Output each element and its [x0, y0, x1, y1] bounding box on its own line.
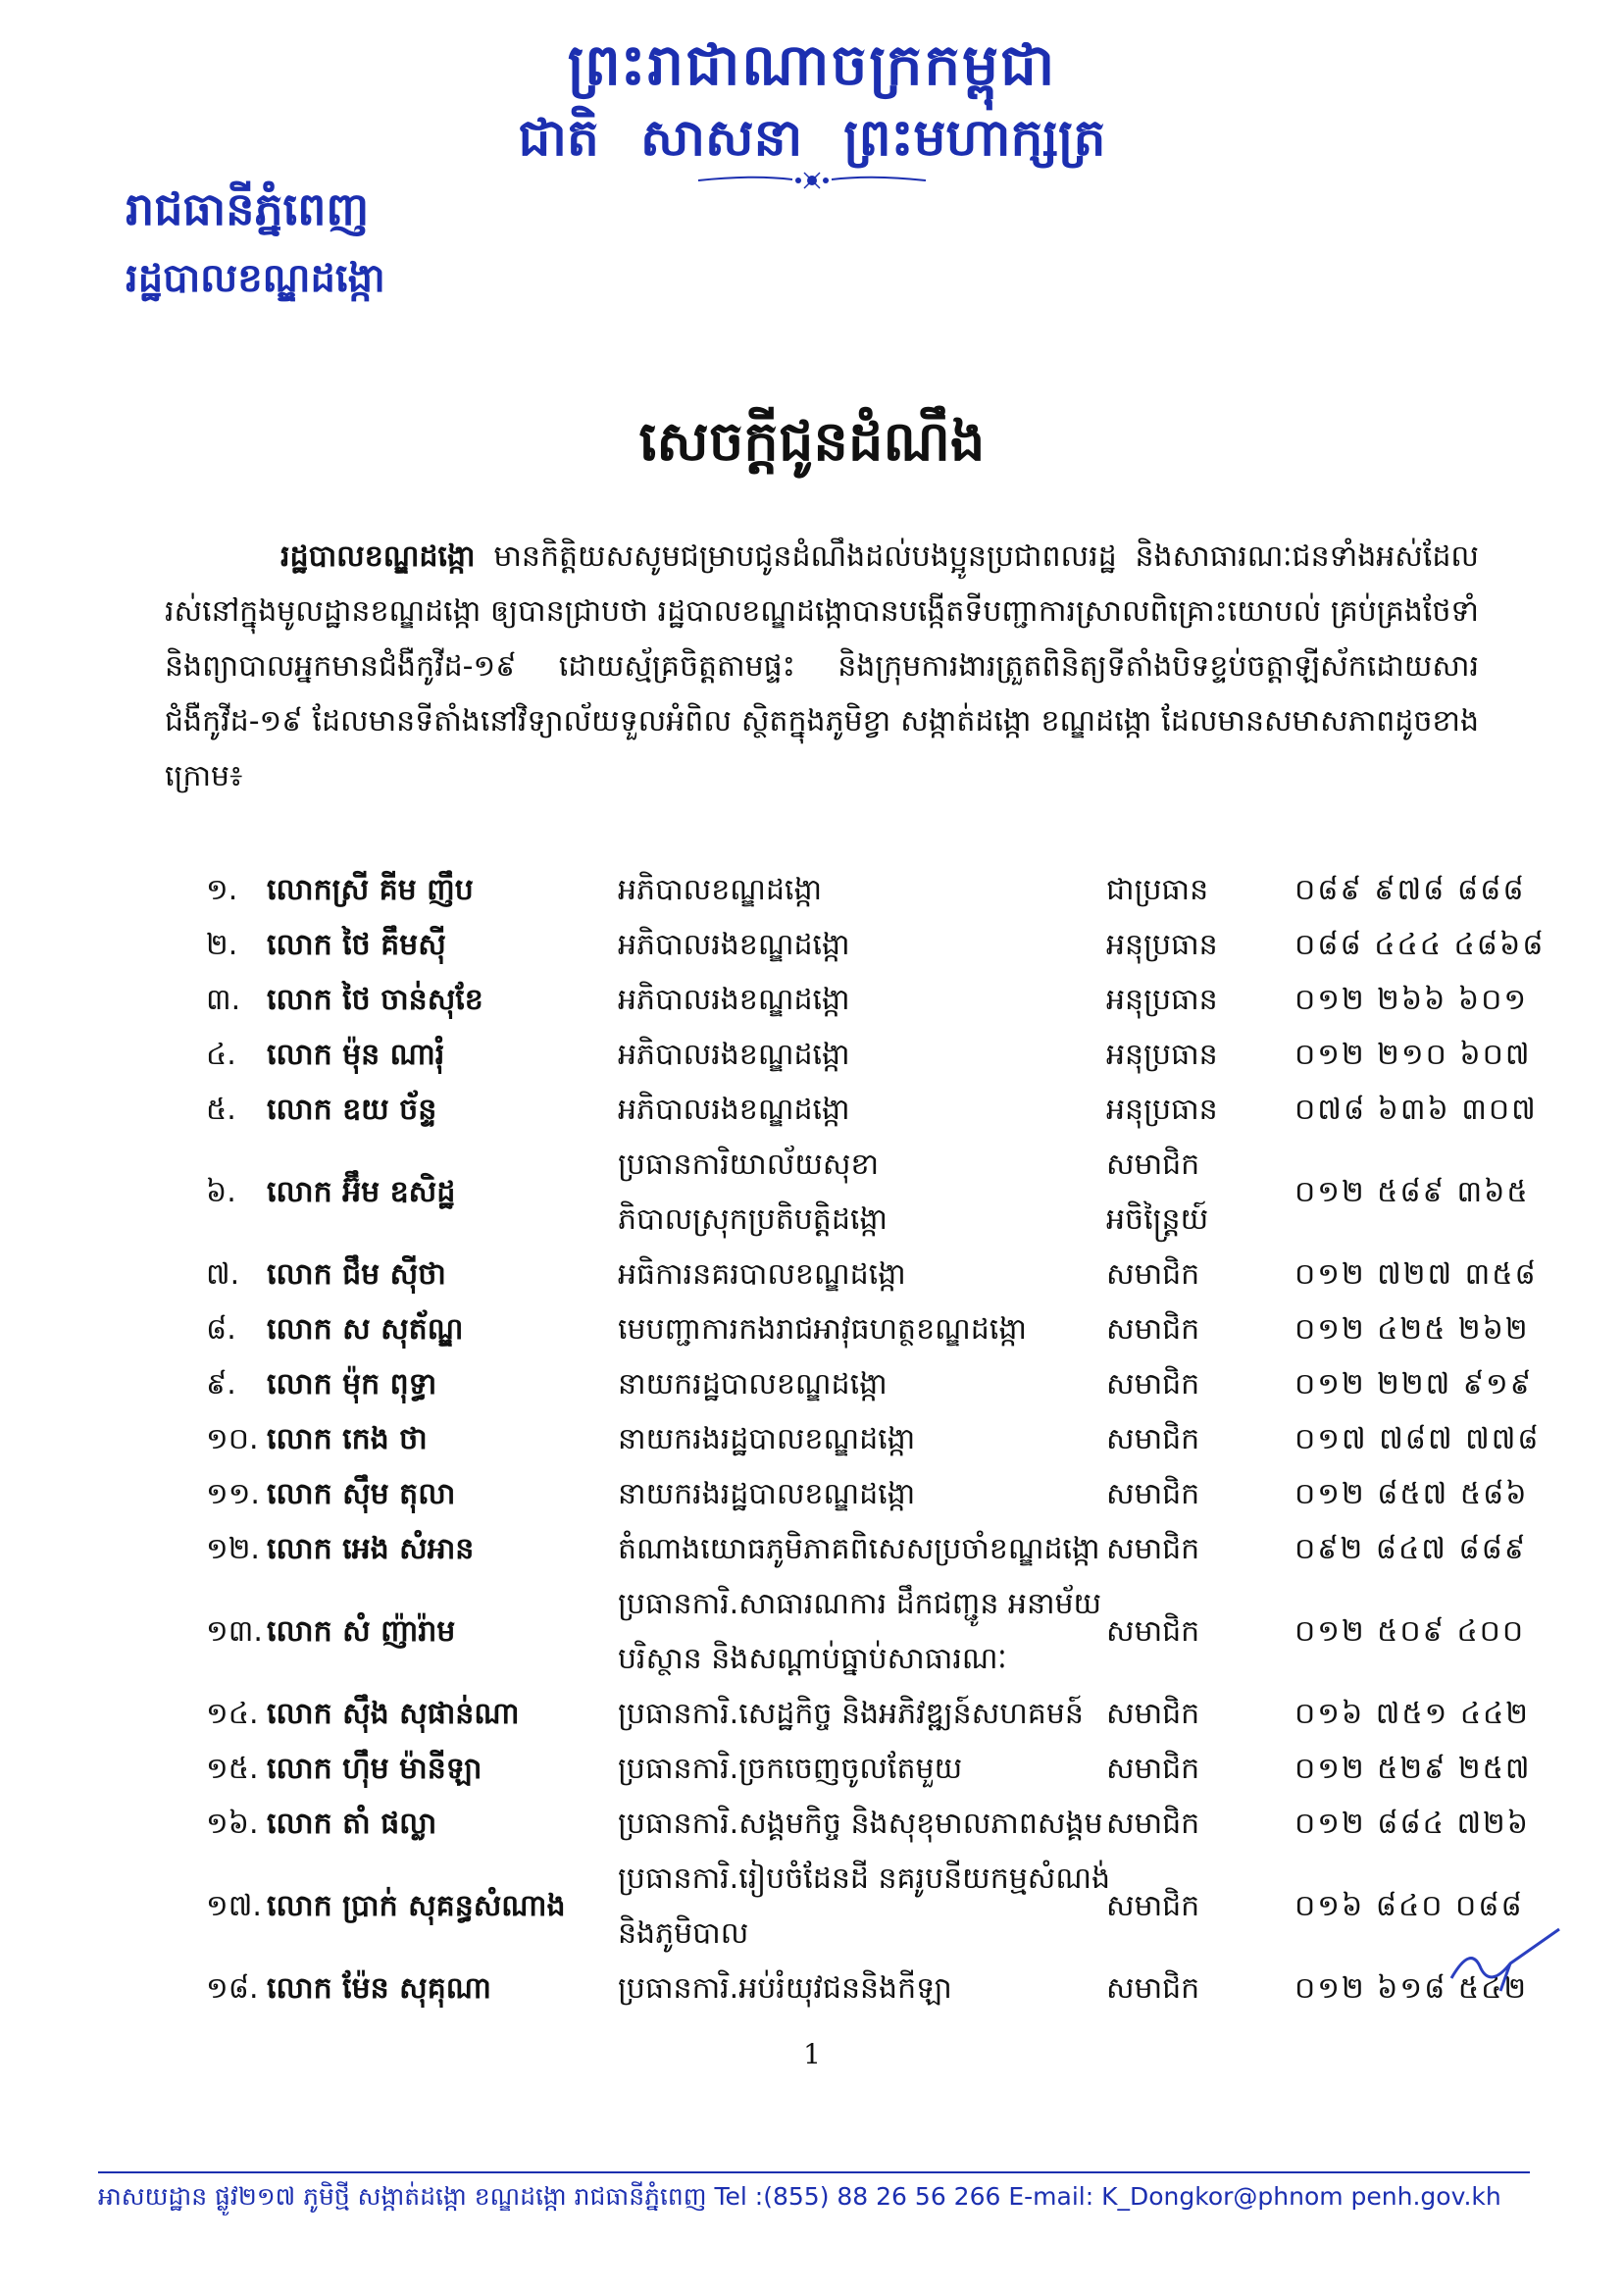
- member-number: ៥.: [206, 1093, 236, 1127]
- member-role-line: អនុប្រធាន: [1106, 983, 1218, 1017]
- member-position: [618, 1522, 1100, 1577]
- member-position-line: ភិបាលស្រុកប្រតិបត្តិដង្កោ: [618, 1202, 888, 1237]
- member-name: លោក កេង ថា: [267, 1422, 428, 1456]
- body-text: មានកិត្តិយសសូមជម្រាបជូនដំណឹងដល់បងប្អូនប្រជាពលរដ្ឋ និងសាធារណៈជនទាំងអស់ដែលរស់នៅក្នុងមូលដ្ឋានខណ្ឌដង្កោ ឲ្យបានជ្រាបថា រដ្ឋបាលខណ្ឌដង្កោបានបង្កើតទីបញ្ជាការស្រាលពិគ្រោះយោបល់ គ្រប់គ្រងថែទាំ និងព្យាបាលអ្នកមានជំងឺកូវីដ-១៩ ដោយស្ម័គ្រចិត្តតាមផ្ទះ និងក្រុមការងារត្រួតពិនិត្យទីតាំងបិទខ្ទប់ចត្តាឡីស័កដោយសារជំងឺកូវីដ-១៩ ដែលមានទីតាំងនៅវិទ្យាល័យទួលអំពិល ស្ថិតក្នុងភូមិខ្វា សង្កាត់ដង្កោ ខណ្ឌដង្កោ ដែលមានសមាសភាពដូចខាងក្រោម៖: [165, 539, 1479, 793]
- member-role: [1106, 1522, 1199, 1577]
- member-role: [1106, 1248, 1199, 1302]
- member-number: ១៥.: [206, 1752, 259, 1786]
- kingdom-title: ព្រះរាជាណាចក្រកម្ពុជា: [567, 31, 1057, 98]
- member-position-line: អធិការនគរបាលខណ្ឌដង្កោ: [618, 1257, 906, 1292]
- member-position-line: និងភូមិបាល: [618, 1916, 749, 1951]
- member-position-line: អភិបាលរងខណ្ឌដង្កោ: [618, 928, 850, 962]
- member-role-line: អចិន្ត្រៃយ៍: [1106, 1202, 1209, 1237]
- member-name: លោក ប្រាក់ សុគន្ធសំណាង: [267, 1889, 566, 1923]
- member-role-line: អនុប្រធាន: [1106, 1093, 1218, 1127]
- member-role-line: សមាជិក: [1106, 1889, 1200, 1923]
- member-role-line: សមាជិក: [1106, 1367, 1200, 1402]
- member-row: [206, 1852, 1524, 1962]
- member-position: [618, 863, 822, 918]
- member-name: លោក តាំ ផល្លា: [267, 1807, 437, 1841]
- member-role-line: អនុប្រធាន: [1106, 928, 1218, 962]
- member-name: លោកស្រី គីម ញឹប: [267, 873, 474, 907]
- member-row: [206, 973, 1529, 1028]
- member-role-line: សមាជិក: [1106, 1422, 1200, 1456]
- member-name: លោក អេង សំអាន: [267, 1532, 475, 1566]
- member-phone: ០៨៩ ៩៧៨ ៨៨៨: [1294, 873, 1526, 907]
- member-role-line: សមាជិក: [1106, 1312, 1200, 1347]
- member-row: [206, 1577, 1526, 1687]
- member-row: [206, 1522, 1528, 1577]
- member-row: [206, 1302, 1530, 1357]
- member-name: លោក ឧយ ច័ន្ទ: [267, 1093, 437, 1127]
- member-position: [618, 918, 850, 973]
- member-row: [206, 1083, 1538, 1138]
- member-number: ១៤.: [206, 1697, 259, 1731]
- member-position-line: ប្រធានការិ.សាធារណការ ដឹកជញ្ជូន អនាម័យ: [618, 1587, 1102, 1621]
- member-position-line: អភិបាលរងខណ្ឌដង្កោ: [618, 983, 850, 1017]
- member-phone: ០៨៨ ៤៤៤ ៤៨៦៨: [1294, 928, 1546, 962]
- member-role-line: សមាជិក: [1106, 1614, 1200, 1649]
- member-position-line: ប្រធានការិ.សង្គមកិច្ច និងសុខុមាលភាពសង្គម: [618, 1807, 1103, 1841]
- member-number: ២.: [206, 928, 238, 962]
- member-position-line: ប្រធានការិ.អប់រំយុវជននិងកីឡា: [618, 1971, 952, 2006]
- member-role: [1106, 1412, 1199, 1467]
- member-row: [206, 1357, 1533, 1412]
- member-number: ១០.: [206, 1422, 259, 1456]
- member-number: ៦.: [206, 1175, 236, 1209]
- member-name: លោក ថៃ ចាន់សុខែ: [267, 983, 483, 1017]
- member-role-line: ជាប្រធាន: [1106, 873, 1209, 907]
- member-role-line: សមាជិក: [1106, 1477, 1200, 1511]
- member-position-line: អភិបាលរងខណ្ឌដង្កោ: [618, 1038, 850, 1072]
- page-number: 1: [803, 2038, 821, 2070]
- member-number: ១.: [206, 873, 238, 907]
- member-role-line: សមាជិក: [1106, 1752, 1200, 1786]
- body-lead: រដ្ឋបាលខណ្ឌដង្កោ: [280, 539, 476, 574]
- member-role: [1106, 1742, 1199, 1797]
- member-number: ៤.: [206, 1038, 236, 1072]
- member-position-line: នាយករដ្ឋបាលខណ្ឌដង្កោ: [618, 1367, 888, 1402]
- member-position: [618, 973, 850, 1028]
- footer: [98, 2182, 1530, 2218]
- member-number: ១២.: [206, 1532, 260, 1566]
- member-phone: ០១២ ៤២៥ ២៦២: [1294, 1312, 1530, 1347]
- member-phone: ០១២ ៨៨៤ ៧២៦: [1294, 1807, 1530, 1841]
- member-row: [206, 863, 1526, 918]
- member-row: [206, 1467, 1529, 1522]
- member-name: លោក ស៊ឹង សុផាន់ណា: [267, 1697, 520, 1731]
- member-phone: ០៩២ ៨៤៧ ៨៨៩: [1294, 1532, 1528, 1566]
- member-position-line: មេបញ្ជាការកងរាជអាវុធហត្ថខណ្ឌដង្កោ: [618, 1312, 1027, 1347]
- kingdom-motto: ជាតិ សាសនា ព្រះមហាក្សត្រ: [518, 108, 1106, 168]
- member-position: [618, 1412, 915, 1467]
- member-role: [1106, 1083, 1218, 1138]
- member-phone: ០១២ ៥២៩ ២៥៧: [1294, 1752, 1532, 1786]
- member-role: [1106, 1605, 1199, 1659]
- member-role: [1106, 1962, 1199, 2016]
- member-position-line: អភិបាលរងខណ្ឌដង្កោ: [618, 1093, 850, 1127]
- member-row: [206, 1138, 1530, 1248]
- member-role: [1106, 973, 1218, 1028]
- footer-contact: Tel :(855) 88 26 56 266 E-mail: K_Dongkor@phnom penh.gov.kh: [714, 2182, 1501, 2211]
- member-position: [618, 1028, 850, 1083]
- member-role-line: អនុប្រធាន: [1106, 1038, 1218, 1072]
- member-role: [1106, 1028, 1218, 1083]
- member-number: ៨.: [206, 1312, 236, 1347]
- member-phone: ០១២ ២១០ ៦០៧: [1294, 1038, 1532, 1072]
- member-phone: ០១២ ២៦៦ ៦០១: [1294, 983, 1529, 1017]
- member-role-line: សមាជិក: [1106, 1697, 1200, 1731]
- member-position: [618, 1852, 1110, 1962]
- member-phone: ០១២ ៧២៧ ៣៥៨: [1294, 1257, 1538, 1292]
- issuer-city: រាជធានីភ្នំពេញ: [126, 182, 370, 235]
- member-name: លោក ស សុត័ណ្ឌ: [267, 1312, 464, 1347]
- member-row: [206, 1962, 1529, 2016]
- member-role: [1106, 1797, 1199, 1852]
- member-number: ៣.: [206, 983, 241, 1017]
- member-position-line: តំណាងយោធភូមិភាគពិសេសប្រចាំខណ្ឌដង្កោ: [618, 1532, 1100, 1566]
- member-row: [206, 1797, 1530, 1852]
- member-number: ១៨.: [206, 1971, 259, 2006]
- member-role: [1106, 1302, 1199, 1357]
- member-position: [618, 1742, 962, 1797]
- signature-mark-icon: [1442, 1924, 1569, 1993]
- document-title: សេចក្តីជូនដំណឹង: [638, 409, 986, 474]
- member-name: លោក ថៃ គឹមស៊ី: [267, 928, 446, 962]
- member-role: [1106, 1138, 1208, 1248]
- member-position: [618, 1248, 906, 1302]
- member-row: [206, 1248, 1538, 1302]
- member-phone: ០១២ ២២៧ ៩១៩: [1294, 1367, 1533, 1402]
- member-position-line: បរិស្ថាន និងសណ្តាប់ធ្នាប់សាធារណៈ: [618, 1642, 1007, 1676]
- member-row: [206, 1687, 1530, 1742]
- member-number: ១៣.: [206, 1614, 263, 1649]
- member-position-line: ប្រធានការិ.ច្រកចេញចូលតែមួយ: [618, 1752, 963, 1786]
- footer-rule: [98, 2171, 1530, 2173]
- member-position: [618, 1083, 850, 1138]
- member-position: [618, 1962, 952, 2016]
- member-position-line: នាយករងរដ្ឋបាលខណ្ឌដង្កោ: [618, 1477, 916, 1511]
- member-number: ៧.: [206, 1257, 240, 1292]
- member-number: ១១.: [206, 1477, 260, 1511]
- member-name: លោក អ៊ឹម ឧសិដ្ឋ: [267, 1175, 456, 1209]
- member-name: លោក សំ ញ៉ារ៉ាម: [267, 1614, 456, 1649]
- member-name: លោក ម៉ែន សុគុណា: [267, 1971, 491, 2006]
- member-phone: ០១២ ៥៨៩ ៣៦៥: [1294, 1175, 1530, 1209]
- member-position-line: ប្រធានការិយាល័យសុខា: [618, 1147, 880, 1182]
- member-role-line: សមាជិក: [1106, 1971, 1200, 2006]
- member-row: [206, 1028, 1532, 1083]
- member-name: លោក ជឹម ស៊ីថា: [267, 1257, 446, 1292]
- member-position: [618, 1687, 1084, 1742]
- ornament-divider-icon: [694, 169, 930, 192]
- member-phone: ០១៦ ៧៥១ ៤៤២: [1294, 1697, 1530, 1731]
- member-position: [618, 1797, 1103, 1852]
- member-phone: ០៧៨ ៦៣៦ ៣០៧: [1294, 1093, 1538, 1127]
- member-phone: ០១៧ ៧៨៧ ៧៧៨: [1294, 1422, 1541, 1456]
- member-name: លោក ម៉ុក ពុទ្ធា: [267, 1367, 437, 1402]
- member-role-line: សមាជិក: [1106, 1532, 1200, 1566]
- footer-address: អាសយដ្ឋាន ផ្លូវ២១៧ ភូមិថ្មី សង្កាត់ដង្កោ ខណ្ឌដង្កោ រាជធានីភ្នំពេញ: [98, 2182, 707, 2211]
- member-name: លោក ម៉ុន ណារុំ: [267, 1038, 445, 1072]
- body-paragraph: [165, 530, 1479, 804]
- member-position-line: ប្រធានការិ.សេដ្ឋកិច្ច និងអភិវឌ្ឍន៍សហគមន៍: [618, 1697, 1084, 1731]
- member-number: ១៦.: [206, 1807, 259, 1841]
- member-row: [206, 1742, 1532, 1797]
- member-position: [618, 1357, 888, 1412]
- member-phone: ០១៦ ៨៤០ ០៨៨: [1294, 1889, 1524, 1923]
- member-role: [1106, 918, 1218, 973]
- member-role: [1106, 1357, 1199, 1412]
- member-number: ៩.: [206, 1367, 236, 1402]
- member-role: [1106, 863, 1208, 918]
- member-role-line: សមាជិក: [1106, 1257, 1200, 1292]
- issuer-district: រដ្ឋបាលខណ្ឌដង្កោ: [126, 255, 385, 301]
- member-position: [618, 1138, 888, 1248]
- member-phone: ០១២ ៨៥៧ ៥៨៦: [1294, 1477, 1529, 1511]
- member-role: [1106, 1687, 1199, 1742]
- member-position: [618, 1467, 915, 1522]
- member-row: [206, 1412, 1541, 1467]
- member-position-line: ប្រធានការិ.រៀបចំដែនដី នគរូបនីយកម្មសំណង់: [618, 1861, 1111, 1896]
- member-row: [206, 918, 1546, 973]
- member-position-line: នាយករងរដ្ឋបាលខណ្ឌដង្កោ: [618, 1422, 916, 1456]
- member-position: [618, 1302, 1027, 1357]
- member-role: [1106, 1467, 1199, 1522]
- member-name: លោក ហ៊ឹម ម៉ានីឡា: [267, 1752, 482, 1786]
- member-role-line: សមាជិក: [1106, 1807, 1200, 1841]
- member-phone: ០១២ ៦១៨ ៥៤២: [1294, 1971, 1529, 2006]
- member-role: [1106, 1879, 1199, 1934]
- member-role-line: សមាជិក: [1106, 1147, 1200, 1182]
- member-phone: ០១២ ៥០៩ ៤០០: [1294, 1614, 1526, 1649]
- member-position-line: អភិបាលខណ្ឌដង្កោ: [618, 873, 823, 907]
- member-name: លោក ស៊ឹម តុលា: [267, 1477, 456, 1511]
- member-number: ១៧.: [206, 1889, 262, 1923]
- member-position: [618, 1577, 1101, 1687]
